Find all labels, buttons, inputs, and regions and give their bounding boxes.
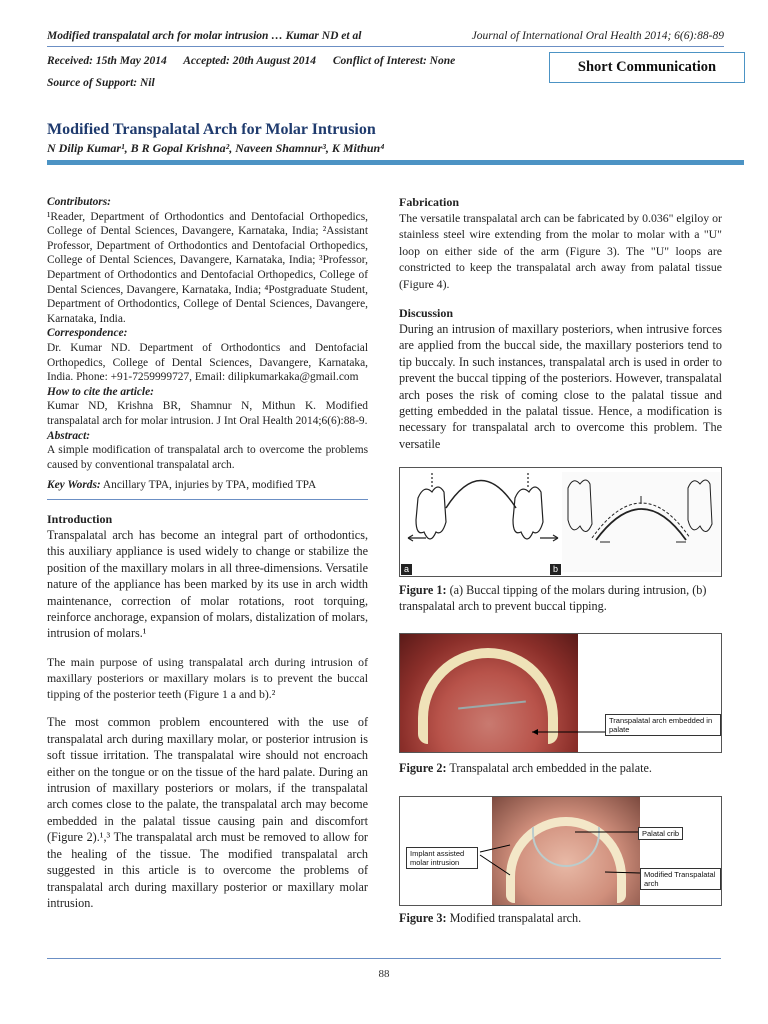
- keywords-heading: Key Words:: [47, 479, 101, 492]
- figure-1-text: (a) Buccal tipping of the molars during intrusion, (b) transpalatal arch to prevent buccal tipping.: [399, 583, 707, 613]
- article-type-badge: Short Communication: [549, 52, 745, 83]
- author-list: N Dilip Kumar¹, B R Gopal Krishna², Naveen Shamnur³, K Mithun⁴: [47, 141, 385, 155]
- correspondence-text: Dr. Kumar ND. Department of Orthodontics and Dentofacial Orthopedics, College of Dental Sciences, Davangere, Karnataka, India. Phone: +91-7259999727, Email: dilipkumarkaka@gmail.com: [47, 341, 368, 384]
- fabrication-text: The versatile transpalatal arch can be fabricated by 0.036" elgiloy or stainless steel wire extending from the molar to molar with a "U" loop on either side of the arm (Figure 3). The "U" loops are constricted to keep the transpalatal arch away from palatal tissue (Figure 4).: [399, 211, 722, 291]
- abstract-heading: Abstract:: [47, 429, 91, 442]
- figure-1-image: [399, 467, 722, 577]
- tooth-diagram: [400, 468, 722, 577]
- keywords-line: [47, 478, 368, 493]
- modified-tpa-callout: Modified Transpalatal arch: [640, 868, 721, 890]
- conflict-of-interest: Conflict of Interest: None: [332, 55, 456, 67]
- fabrication-section: [399, 195, 722, 292]
- introduction-section: [47, 512, 368, 911]
- accepted-date: Accepted: 20th August 2014: [183, 55, 317, 67]
- introduction-paragraph-1: Transpalatal arch has become an integral part of orthodontics, this auxiliary appliance is used widely to change or stabilize the position of the maxillary molars in all three-dimensions. Versatile nature of the appliance has been marked by its use in arch width maintenance, correction of molar rotations, root torquing, reinforce anchorage, expansion of molars, distalization of molars, intrusion of molars.¹: [47, 528, 368, 641]
- discussion-text: During an intrusion of maxillary posteriors, when intrusive forces are applied from the buccal side, the maxillary posteriors tend to tip buccaly. In such instances, transpalatal arch is used in order to prevent the buccal tipping of the posteriors. However, transpalatal arch poses the risk of coming close to the palatal tissue and getting embedded in the palatal tissue. Hence, a modification is necessary for transpalatal arch to overcome this problem. The versatile: [399, 322, 722, 451]
- panel-b-label: b: [550, 564, 561, 575]
- introduction-heading: Introduction: [47, 512, 113, 526]
- cite-text: Kumar ND, Krishna BR, Shamnur N, Mithun K. Modified transpalatal arch for molar intrusion. J Int Oral Health 2014;6(6):88-9.: [47, 400, 368, 427]
- figure-1-caption: [399, 582, 722, 614]
- title-rule: [47, 160, 744, 165]
- figure-2-caption: [399, 760, 722, 776]
- contributors-heading: Contributors:: [47, 196, 111, 208]
- introduction-paragraph-3: The most common problem encountered with the use of transpalatal arch during maxillary molar, or posterior intrusion is soft tissue irritation. The transpalatal wire should not encroach either on the tongue or on the tissue of the hard palate. During an intrusion of maxillary posteriors or molars, if the transpalatal arch comes close to the palate, the transpalatal arch may become embedded in the palatal tissue causing pain and discomfort (Figure 2).¹,³ The transpalatal arch must be removed to allow for the healing of the tissue. The modified transpalatal arch suggested in this article is to overcome the problems of transpalatal arch during maxillary posterior or maxillary molar intrusion.: [47, 715, 368, 910]
- front-matter: [47, 195, 368, 493]
- frontmatter-rule: [47, 499, 368, 500]
- article-title: Modified Transpalatal Arch for Molar Intrusion: [47, 121, 376, 138]
- correspondence-heading: Correspondence:: [47, 327, 128, 340]
- source-of-support: Source of Support: Nil: [47, 77, 155, 89]
- figure-3-caption: [399, 910, 722, 926]
- received-date: Received: 15th May 2014: [47, 55, 167, 67]
- footer-rule: [47, 958, 721, 959]
- dates-line: [47, 55, 469, 67]
- page-number: 88: [378, 968, 390, 980]
- contributors-text: ¹Reader, Department of Orthodontics and Dentofacial Orthopedics, College of Dental Sciences, Davangere, Karnataka, India; ²Assistant Professor, Department of Orthodontics and Dentofacial Orthopedics, College of Dental Sciences, Davangere, Karnataka, India; ³Professor, Department of Orthodontics and Dentofacial Orthopedics, College of Dental Sciences, Davangere, Karnataka, India; ⁴Postgraduate Student, Department of Orthodontics, College of Dental Sciences, Davangere, Karnataka, India.: [47, 210, 368, 325]
- header-rule: [47, 46, 724, 47]
- figure-3-text: Modified transpalatal arch.: [449, 911, 582, 925]
- figure-2-callout: Transpalatal arch embedded in palate: [605, 714, 721, 736]
- cite-heading: How to cite the article:: [47, 385, 154, 398]
- abstract-text: A simple modification of transpalatal arch to overcome the problems caused by conventional transpalatal arch.: [47, 444, 368, 471]
- figure-2-text: Transpalatal arch embedded in the palate.: [449, 761, 652, 775]
- journal-citation: Journal of International Oral Health 2014; 6(6):88-89: [471, 30, 724, 42]
- figure-3-image: [399, 796, 722, 906]
- implant-callout: Implant assisted molar intrusion: [406, 847, 478, 869]
- discussion-section: [399, 306, 722, 452]
- fabrication-heading: Fabrication: [399, 195, 459, 209]
- palatal-crib-callout: Palatal crib: [638, 827, 683, 840]
- introduction-paragraph-2: The main purpose of using transpalatal arch during intrusion of maxillary posteriors or maxillary molars is to prevent the buccal tipping of the posterior teeth (Figure 1 a and b).²: [47, 654, 368, 702]
- figure-3-label: Figure 3:: [399, 911, 447, 925]
- figure-2-label: Figure 2:: [399, 761, 447, 775]
- keywords-text: Ancillary TPA, injuries by TPA, modified TPA: [102, 479, 317, 492]
- running-title: Modified transpalatal arch for molar intrusion … Kumar ND et al: [47, 30, 362, 42]
- discussion-heading: Discussion: [399, 306, 454, 320]
- figure-2-image: [399, 633, 722, 753]
- figure-1-label: Figure 1:: [399, 583, 447, 597]
- panel-a-label: a: [401, 564, 412, 575]
